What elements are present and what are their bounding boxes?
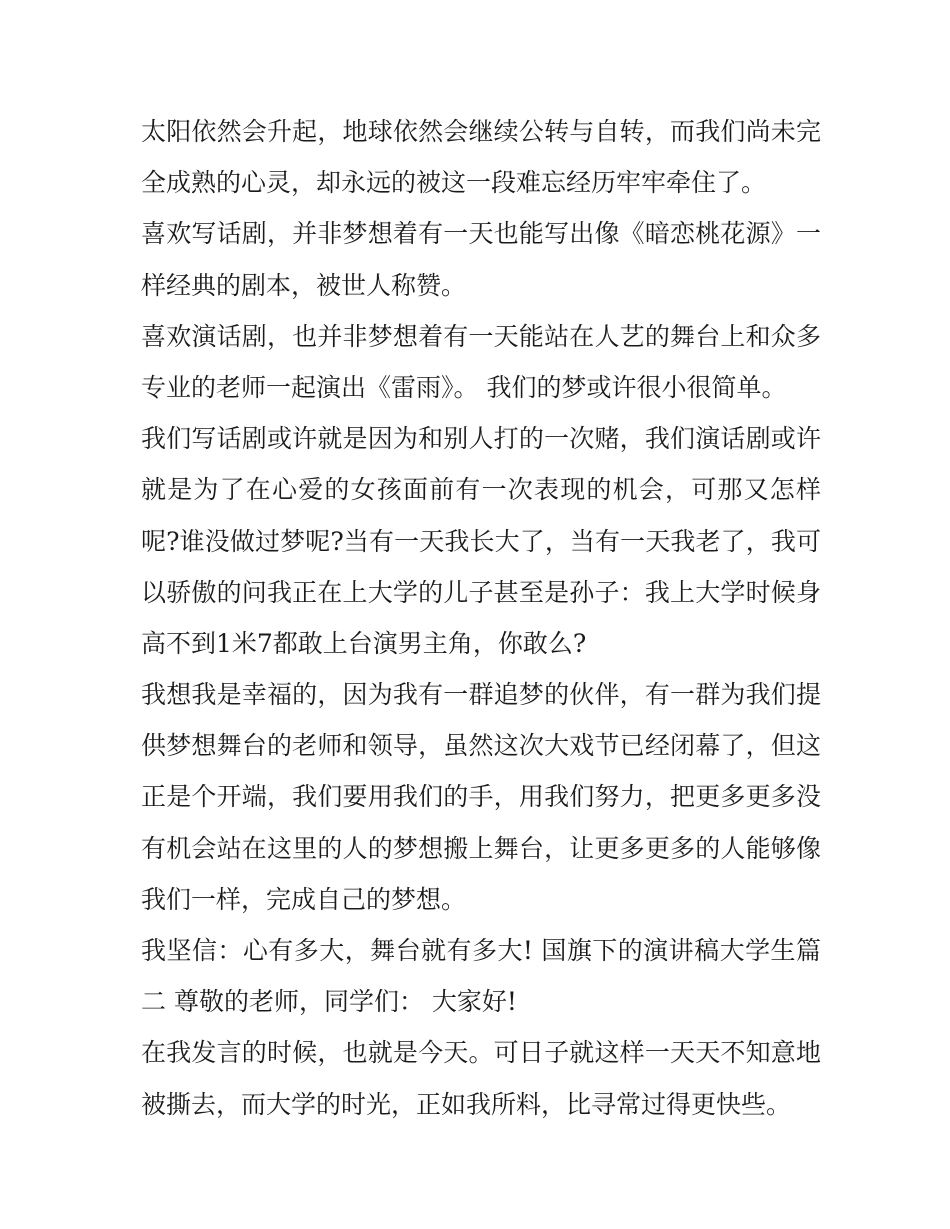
text-line: 喜欢演话剧，也并非梦想着有一天能站在人艺的舞台上和众多 [141,321,821,351]
text-line: 就是为了在心爱的女孩面前有一次表现的机会，可那又怎样 [141,475,821,505]
text-line: 我们写话剧或许就是因为和别人打的一次赌，我们演话剧或许 [141,424,821,454]
text-line: 太阳依然会升起，地球依然会继续公转与自转，而我们尚未完 [141,117,821,146]
text-line: 在我发言的时候，也就是今天。可日子就这样一天天不知意地 [141,1038,821,1068]
text-line: 有机会站在这里的人的梦想搬上舞台，让更多更多的人能够像 [141,833,821,863]
text-line: 二 尊敬的老师，同学们： 大家好! [141,987,517,1017]
body-text [141,106,821,1130]
text-line: 全成熟的心灵，却永远的被这一段难忘经历牢牢牵住了。 [141,168,767,198]
text-line: 被撕去，而大学的时光，正如我所料，比寻常过得更快些。 [141,1089,792,1119]
text-line: 我们一样，完成自己的梦想。 [141,884,467,914]
text-line: 专业的老师一起演出《雷雨》。 我们的梦或许很小很简单。 [141,372,787,402]
text-line: 以骄傲的问我正在上大学的儿子甚至是孙子：我上大学时候身 [141,577,821,607]
text-line: 喜欢写话剧，并非梦想着有一天也能写出像《暗恋桃花源》一 [141,219,821,249]
text-line: 正是个开端，我们要用我们的手，用我们努力，把更多更多没 [141,782,821,812]
text-line: 供梦想舞台的老师和领导，虽然这次大戏节已经闭幕了，但这 [141,731,821,761]
text-line: 高不到1米7都敢上台演男主角，你敢么? [141,628,587,658]
text-line: 呢?谁没做过梦呢?当有一天我长大了，当有一天我老了，我可 [141,526,821,556]
text-line: 我坚信：心有多大，舞台就有多大! 国旗下的演讲稿大学生篇 [141,936,821,965]
text-line: 我想我是幸福的，因为我有一群追梦的伙伴，有一群为我们提 [141,680,821,710]
text-line: 样经典的剧本，被世人称赞。 [141,270,467,300]
